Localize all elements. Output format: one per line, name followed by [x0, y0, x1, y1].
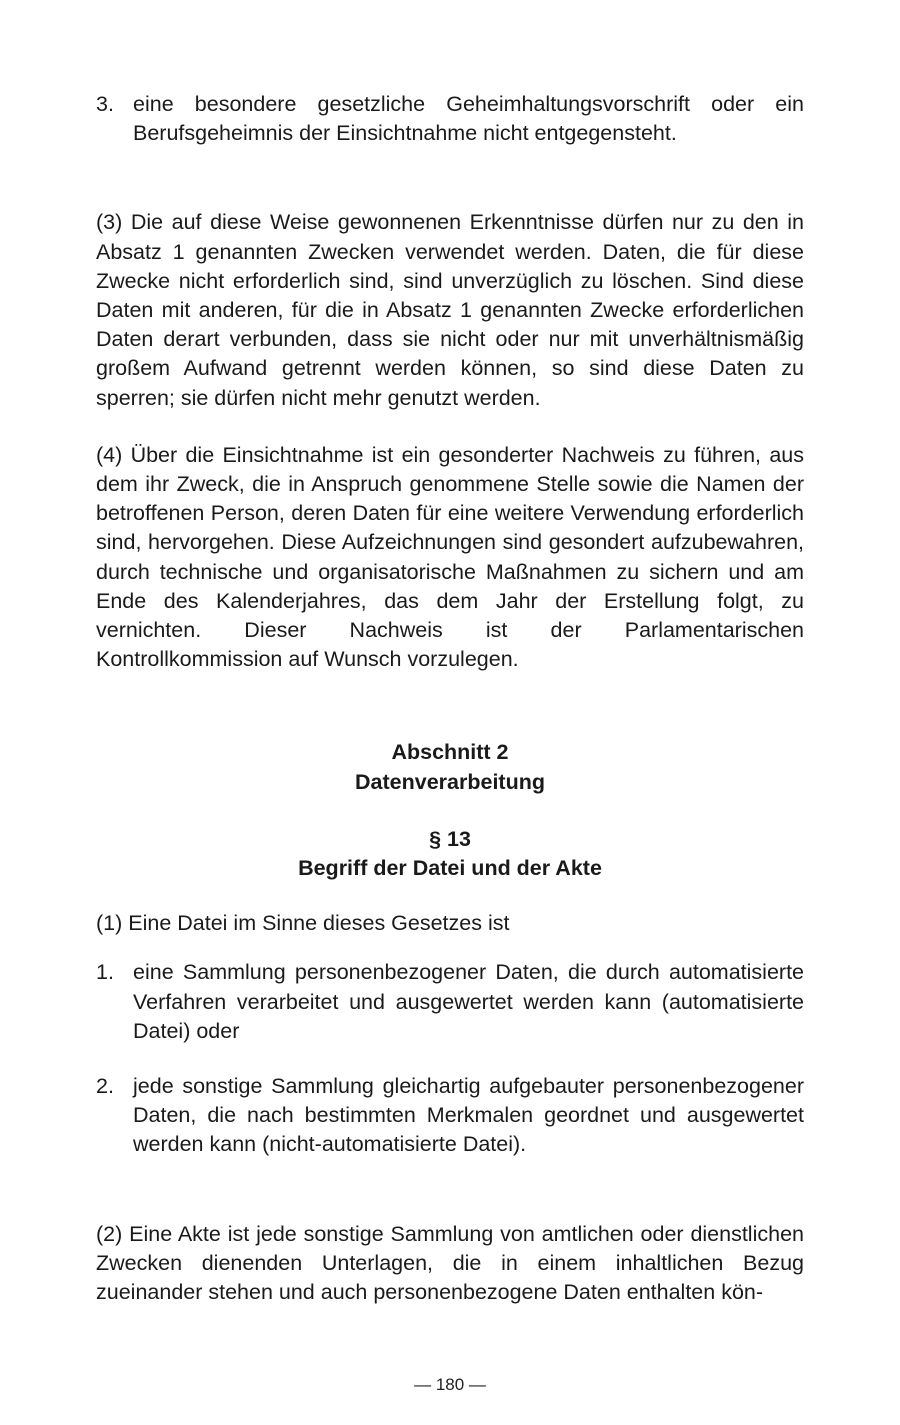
list-item-3	[96, 90, 804, 148]
list-item-number: 2.	[96, 1074, 114, 1099]
section-label: Abschnitt 2	[391, 740, 509, 765]
list-item-text: eine besondere gesetzliche Geheimhaltungsvorschrift oder ein Berufsgeheimnis der Einsichtnahme nicht entgegensteht.	[133, 92, 804, 146]
list-item-2	[96, 1072, 804, 1160]
subsection-1-intro: (1) Eine Datei im Sinne dieses Gesetzes ist	[96, 911, 510, 936]
paragraph-number-heading: § 13	[429, 826, 471, 851]
paragraph-subsection-4: (4) Über die Einsichtnahme ist ein gesonderter Nachweis zu führen, aus dem ihr Zweck, die in Anspruch genommene Stelle sowie die Namen der betroffenen Person, deren Daten für eine weitere Verwendung erforderlich sind, hervorgehen. Diese Aufzeichnungen sind gesondert aufzubewahren, durch technische und organisatorische Maßnahmen zu sichern und am Ende des Kalenderjahres, das dem Jahr der Erstellung folgt, zu vernichten. Dieser Nachweis ist der Parlamentarischen Kontrollkommission auf Wunsch vorzulegen.	[96, 442, 804, 672]
page-number: — 180 —	[414, 1375, 486, 1394]
section-title: Datenverarbeitung	[355, 769, 545, 794]
list-item-1	[96, 958, 804, 1046]
list-item-number: 3.	[96, 92, 114, 116]
list-item-text: eine Sammlung personenbezogener Daten, die durch automatisierte Verfahren verarbeitet und ausgewertet werden kann (automatisierte Datei) oder	[133, 960, 804, 1043]
paragraph-title-heading: Begriff der Datei und der Akte	[298, 856, 602, 881]
paragraph-subsection-2: (2) Eine Akte ist jede sonstige Sammlung von amtlichen oder dienstlichen Zwecken dienenden Unterlagen, die in einem inhaltlichen Bezug zueinander stehen und auch personenbezogene Daten enthalten kön-	[96, 1221, 804, 1305]
paragraph-subsection-3: (3) Die auf diese Weise gewonnenen Erkenntnisse dürfen nur zu den in Absatz 1 genannten Zwecken verwendet werden. Daten, die für diese Zwecke nicht erforderlich sind, sind unverzüglich zu löschen. Sind diese Daten mit anderen, für die in Absatz 1 genannten Zwecke erforderlichen Daten derart verbunden, dass sie nicht oder nur mit unverhältnismäßig großem Aufwand getrennt werden können, so sind diese Daten zu sperren; sie dürfen nicht mehr genutzt werden.	[96, 210, 804, 410]
list-item-text: jede sonstige Sammlung gleichartig aufgebauter personenbezogener Daten, die nach bestimmten Merkmalen geordnet und ausgewertet werden kann (nicht-automatisierte Datei).	[133, 1074, 804, 1157]
list-item-number: 1.	[96, 960, 114, 985]
document-page	[96, 90, 804, 1307]
